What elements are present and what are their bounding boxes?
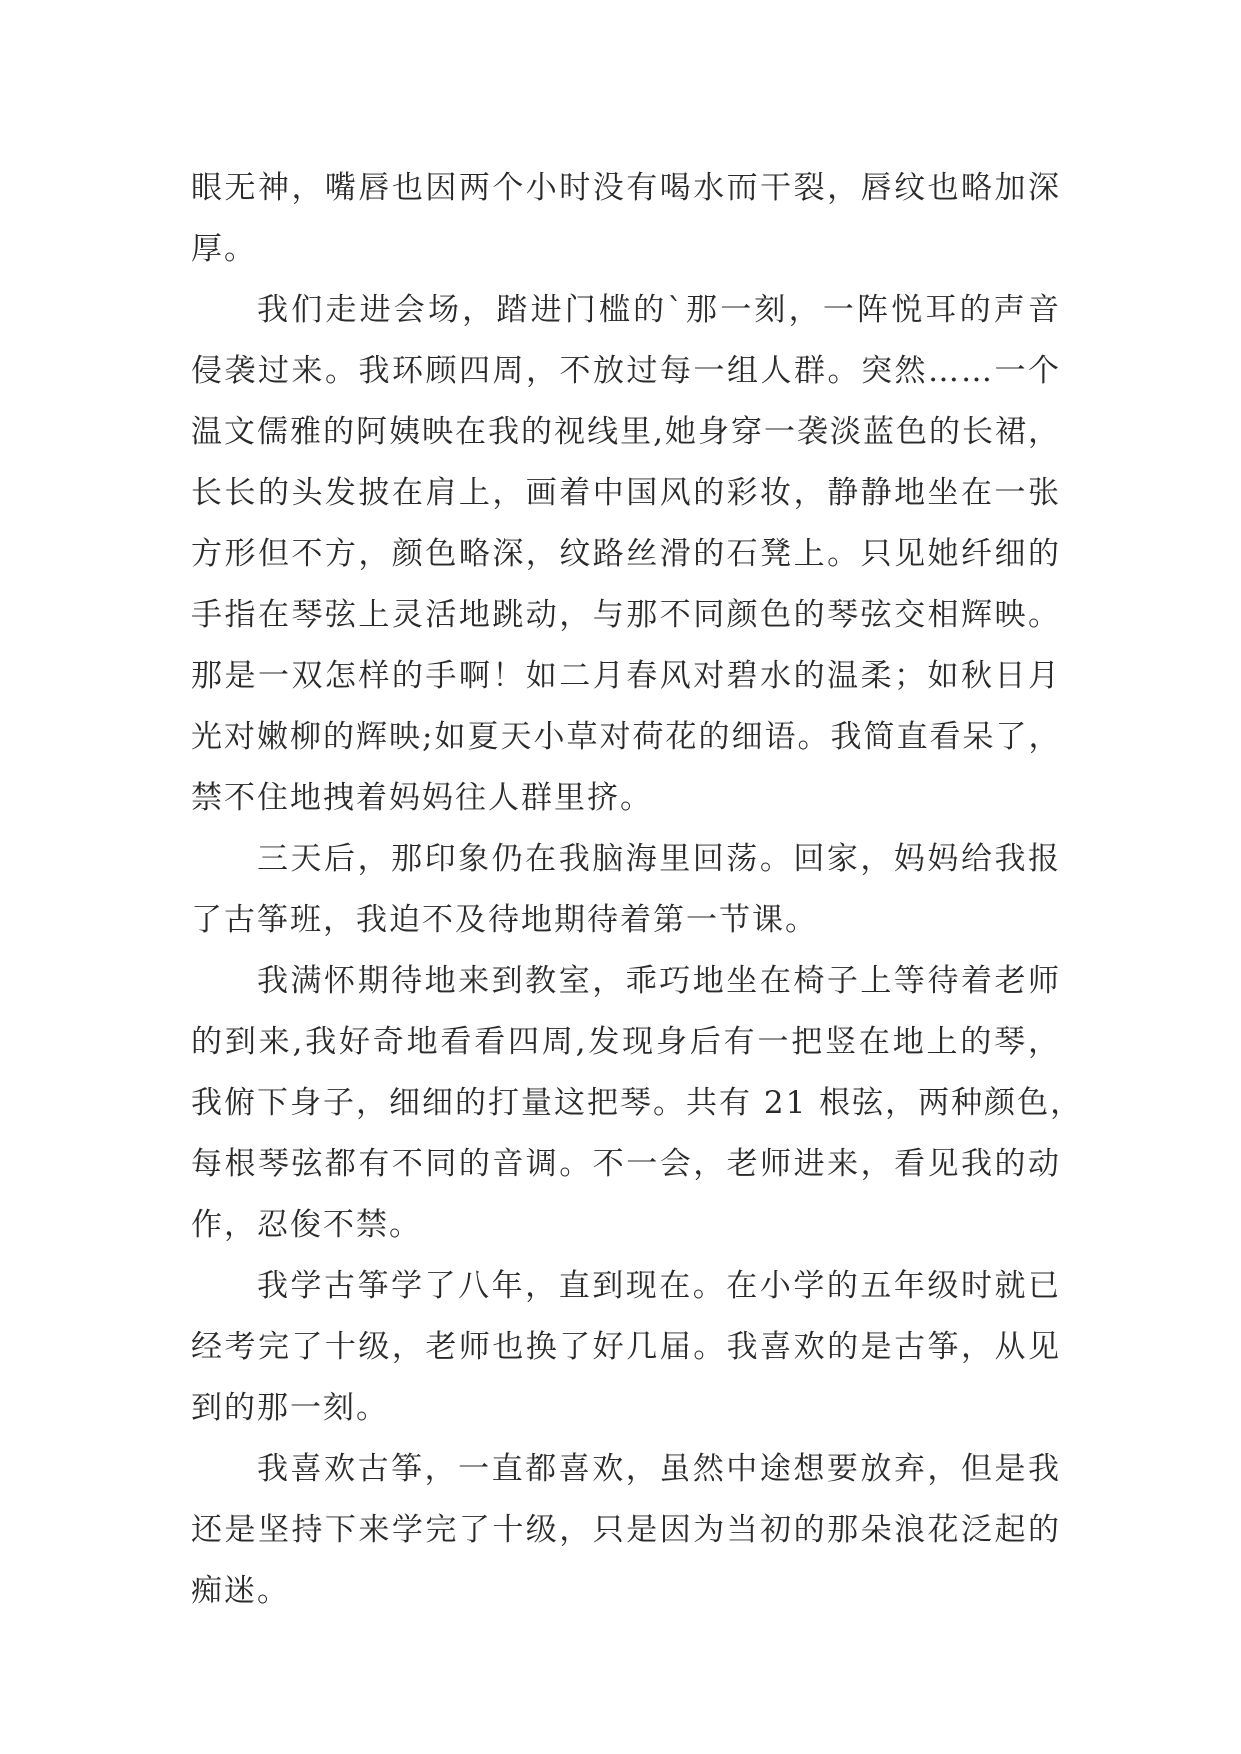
text-line: 我俯下身子，细细的打量这把琴。共有 21 根弦，两种颜色， bbox=[191, 1085, 1084, 1121]
text-line: 到的那一刻。 bbox=[191, 1390, 389, 1426]
text-line: 厚。 bbox=[191, 231, 257, 267]
text-line: 方形但不方，颜色略深，纹路丝滑的石凳上。只见她纤细的 bbox=[191, 536, 1061, 572]
text-line: 还是坚持下来学完了十级，只是因为当初的那朵浪花泛起的 bbox=[191, 1512, 1061, 1548]
text-line: 那是一双怎样的手啊！如二月春风对碧水的温柔；如秋日月 bbox=[191, 658, 1061, 694]
text-line: 我们走进会场，踏进门槛的`那一刻，一阵悦耳的声音 bbox=[257, 292, 1061, 328]
text-line: 经考完了十级，老师也换了好几届。我喜欢的是古筝，从见 bbox=[191, 1329, 1061, 1365]
text-line: 作，忍俊不禁。 bbox=[191, 1207, 422, 1243]
text-line: 我满怀期待地来到教室，乖巧地坐在椅子上等待着老师 bbox=[257, 963, 1061, 999]
text-line: 的到来,我好奇地看看四周,发现身后有一把竖在地上的琴， bbox=[191, 1024, 1061, 1060]
text-line: 侵袭过来。我环顾四周，不放过每一组人群。突然……一个 bbox=[191, 353, 1061, 389]
text-line: 我学古筝学了八年，直到现在。在小学的五年级时就已 bbox=[257, 1268, 1061, 1304]
text-line: 光对嫩柳的辉映;如夏天小草对荷花的细语。我简直看呆了， bbox=[191, 719, 1062, 755]
text-line: 温文儒雅的阿姨映在我的视线里,她身穿一袭淡蓝色的长裙， bbox=[191, 414, 1061, 450]
text-line: 眼无神，嘴唇也因两个小时没有喝水而干裂，唇纹也略加深 bbox=[191, 170, 1061, 206]
text-line: 手指在琴弦上灵活地跳动，与那不同颜色的琴弦交相辉映。 bbox=[191, 597, 1061, 633]
document-body bbox=[191, 158, 1084, 1622]
text-line: 长长的头发披在肩上，画着中国风的彩妆，静静地坐在一张 bbox=[191, 475, 1061, 511]
text-line: 我喜欢古筝，一直都喜欢，虽然中途想要放弃，但是我 bbox=[257, 1451, 1061, 1487]
text-line: 了古筝班，我迫不及待地期待着第一节课。 bbox=[191, 902, 818, 938]
text-line: 禁不住地拽着妈妈往人群里挤。 bbox=[191, 780, 653, 816]
text-line: 三天后，那印象仍在我脑海里回荡。回家，妈妈给我报 bbox=[257, 841, 1061, 877]
text-line: 每根琴弦都有不同的音调。不一会，老师进来，看见我的动 bbox=[191, 1146, 1061, 1182]
text-line: 痴迷。 bbox=[191, 1573, 290, 1609]
